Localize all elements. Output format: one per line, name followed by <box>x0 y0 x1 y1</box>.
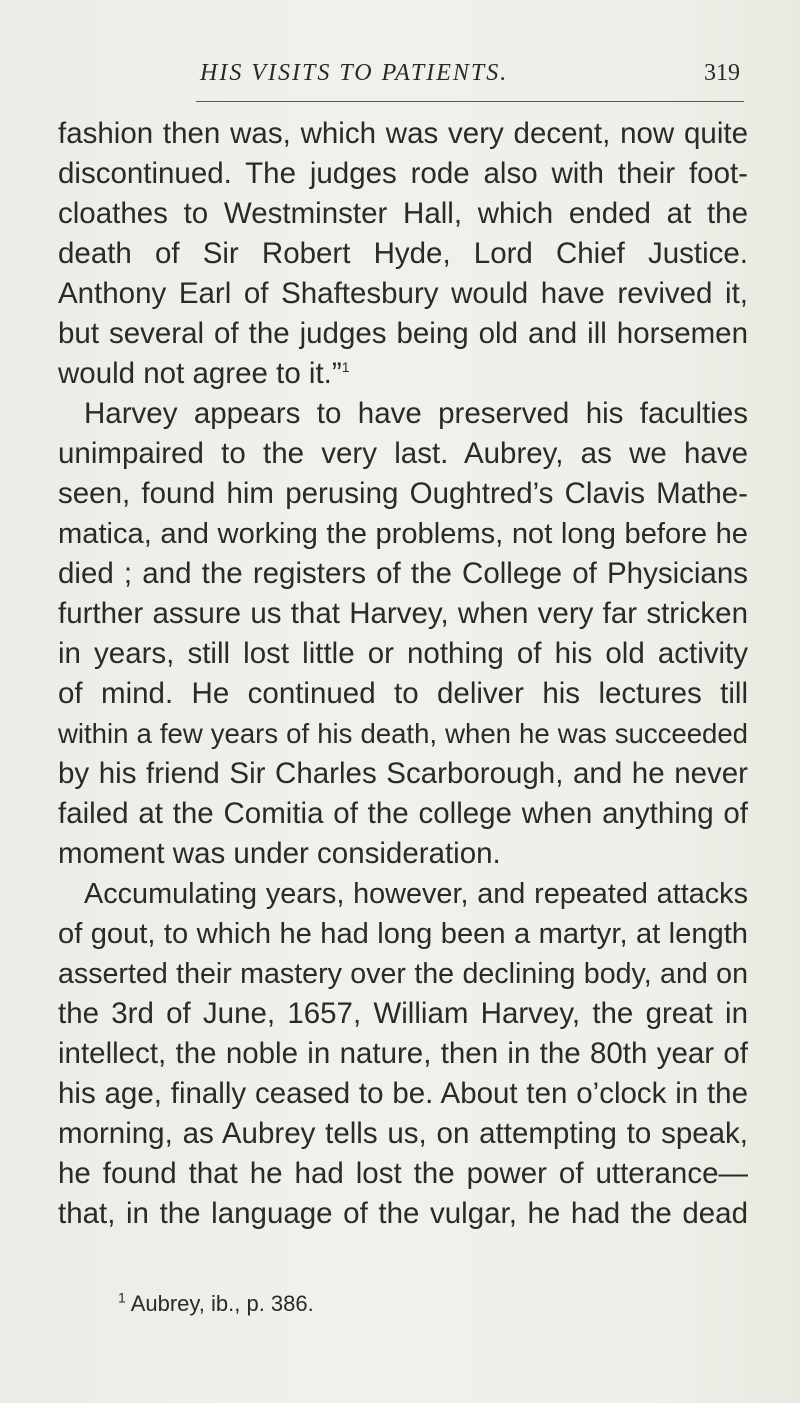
text-line: of mind. He continued to deliver his lectures till <box>58 677 748 710</box>
text-line: fashion then was, which was very decent, now quite <box>58 117 748 150</box>
text-line: matica, and working the problems, not long before he <box>58 518 748 550</box>
text-line: cloathes to Westminster Hall, which ended at the <box>58 197 748 230</box>
text-line: of gout, to which he had long been a martyr, at length <box>58 918 748 950</box>
body-text <box>58 114 748 1234</box>
text-line: his age, finally ceased to be. About ten o’clock in the <box>58 1077 748 1110</box>
text-line: further assure us that Harvey, when very far stricken <box>58 597 748 630</box>
text-line: died ; and the registers of the College of Physicians <box>58 557 748 590</box>
running-title: HIS VISITS TO PATIENTS. <box>200 60 509 86</box>
text-line: discontinued. The judges rode also with their foot- <box>58 157 748 190</box>
text-line: death of Sir Robert Hyde, Lord Chief Justice. <box>58 237 748 270</box>
text-line: but several of the judges being old and ill horsemen <box>58 317 748 350</box>
text-line: asserted their mastery over the declining body, and on <box>58 958 748 990</box>
footnote-marker: 1 <box>341 359 350 376</box>
running-head <box>200 60 740 100</box>
text-line: would not agree to it.” <box>58 357 342 390</box>
text-line: morning, as Aubrey tells us, on attempting to speak, <box>58 1117 748 1150</box>
text-line: the 3rd of June, 1657, William Harvey, the great in <box>58 997 748 1030</box>
paragraph-start-line: Harvey appears to have preserved his faculties <box>84 397 748 430</box>
text-line: intellect, the noble in nature, then in the 80th year of <box>58 1037 748 1070</box>
text-line: unimpaired to the very last. Aubrey, as we have <box>58 437 748 470</box>
text-line: within a few years of his death, when he was succeeded <box>58 718 748 749</box>
footnote-number: 1 <box>118 1289 126 1306</box>
paragraph-start-line: Accumulating years, however, and repeated attacks <box>84 878 748 910</box>
text-line: that, in the language of the vulgar, he had the dead <box>58 1197 748 1230</box>
text-line: he found that he had lost the power of utterance— <box>58 1157 748 1190</box>
header-rule <box>196 101 744 102</box>
footnote-text: Aubrey, ib., p. 386. <box>130 1291 314 1316</box>
text-line: Anthony Earl of Shaftesbury would have revived it, <box>58 277 748 310</box>
text-line: by his friend Sir Charles Scarborough, and he never <box>58 757 748 790</box>
page-number: 319 <box>704 60 740 86</box>
text-line: failed at the Comitia of the college when anything of <box>58 797 748 830</box>
text-line: in years, still lost little or nothing of his old activity <box>58 637 748 670</box>
footnote <box>118 1291 314 1317</box>
text-line: moment was under consideration. <box>58 837 501 870</box>
text-line: seen, found him perusing Oughtred’s Clavis Mathe- <box>58 477 748 510</box>
text-line-with-footnote <box>58 354 748 394</box>
